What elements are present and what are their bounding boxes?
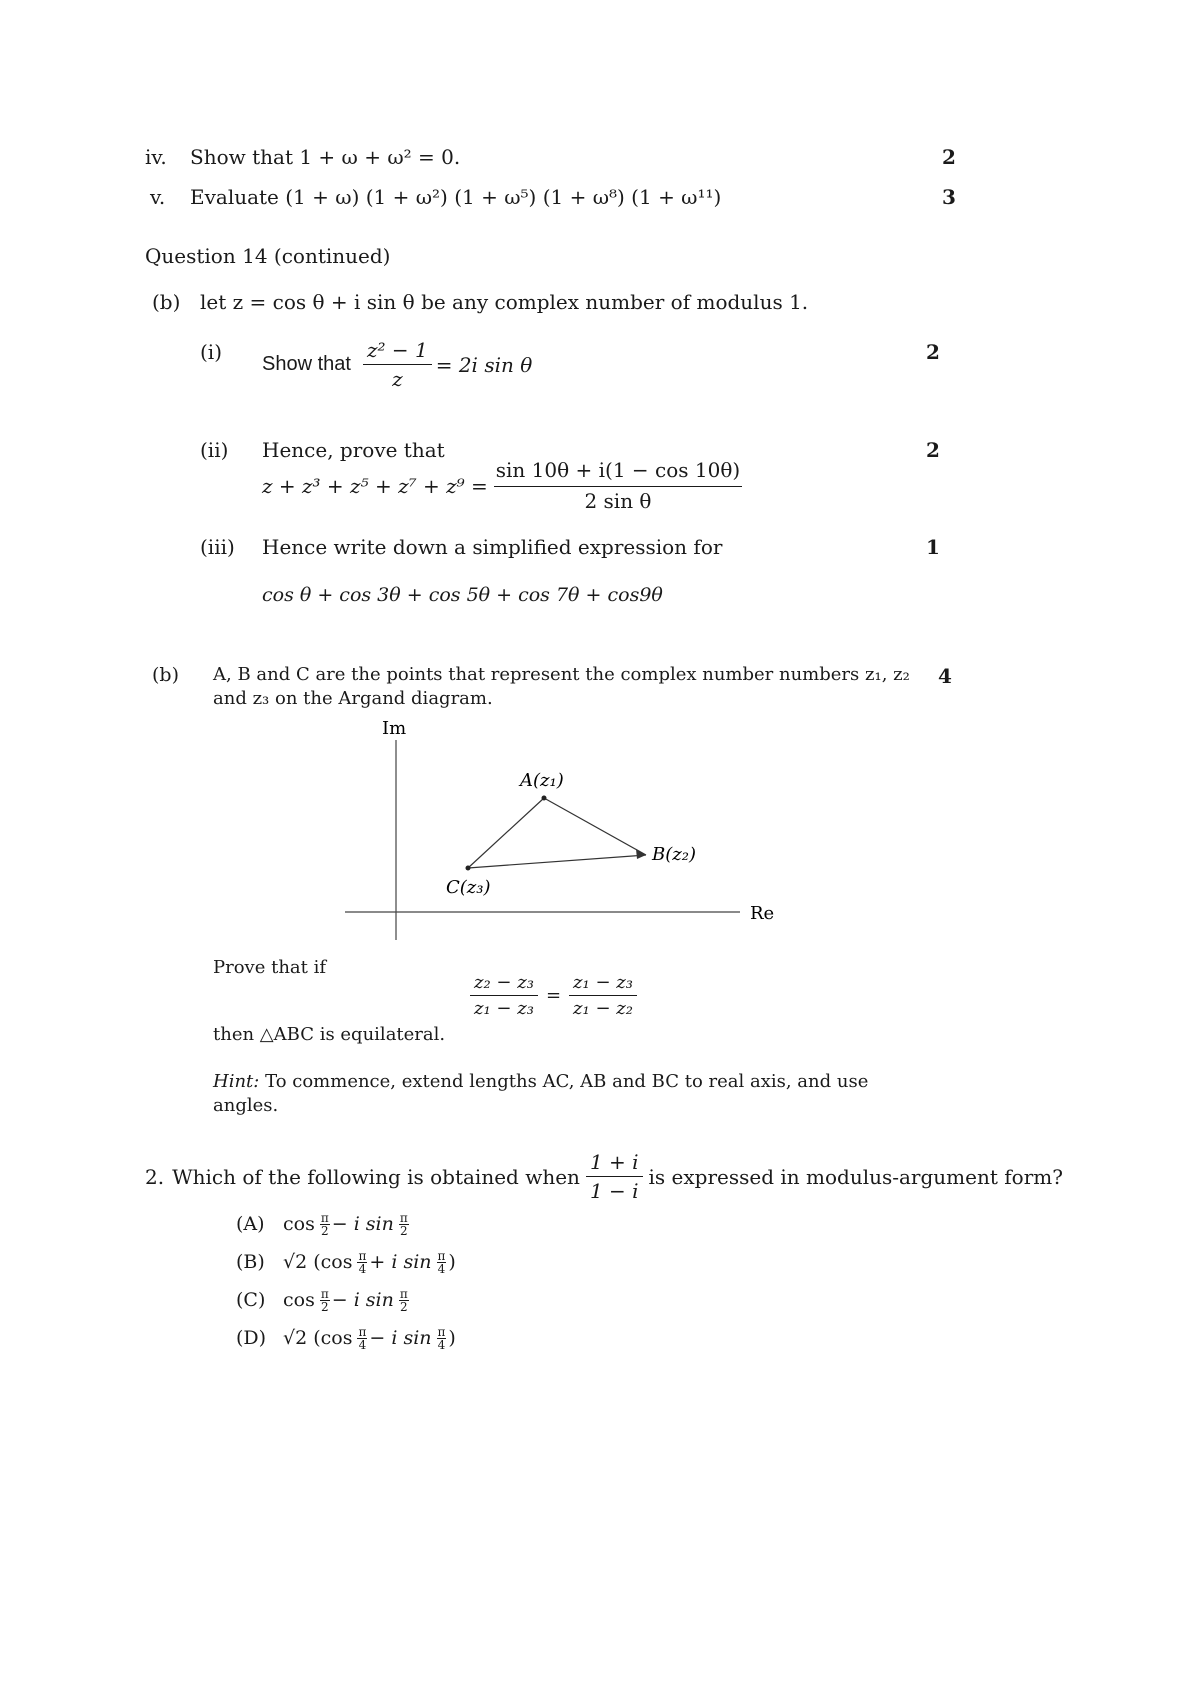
option-pre: cos [283, 1289, 315, 1311]
condition-equals: = [545, 985, 562, 1006]
item-v-marks: 3 [942, 185, 956, 209]
condition-rhs-den: z₁ − z₂ [573, 998, 633, 1019]
question-2-options [236, 1205, 459, 1357]
option-angle-fraction [320, 1288, 330, 1313]
re-label: Re [750, 903, 775, 924]
side-ca [468, 798, 544, 868]
question-heading: Question 14 (continued) [145, 244, 391, 268]
hint-line1 [213, 1071, 868, 1092]
option-mid: − i sin [331, 1213, 394, 1235]
part-i-fraction [363, 338, 432, 391]
option-angle-num: π [358, 1324, 367, 1339]
option-post: ) [448, 1327, 456, 1349]
point-c-label: C(z₃) [446, 877, 491, 898]
option-angle-num: π [358, 1248, 367, 1263]
point-b-label: B(z₂) [652, 844, 696, 865]
question-2 [145, 1150, 1063, 1203]
option-angle-den: 4 [358, 1261, 367, 1276]
option-label: (C) [236, 1289, 266, 1311]
point-c [466, 866, 471, 871]
part-b1-stem: let z = cos θ + i sin θ be any complex number of modulus 1. [200, 290, 809, 314]
option-angle-den: 4 [358, 1337, 367, 1352]
option-angle-den: 2 [320, 1299, 329, 1314]
part-b2-stem-line1: A, B and C are the points that represent the complex number numbers z₁, z₂ [213, 664, 910, 685]
part-ii-lhs: z + z³ + z⁵ + z⁷ + z⁹ = [262, 473, 488, 498]
part-b2-label: (b) [152, 664, 179, 686]
option-mid: + i sin [369, 1251, 432, 1273]
option-post: ) [448, 1251, 456, 1273]
part-ii-line1: Hence, prove that [262, 438, 445, 462]
equilateral-condition [466, 972, 641, 1019]
part-ii-statement [262, 458, 746, 513]
part-iii-line1: Hence write down a simplified expression for [262, 535, 723, 559]
prove-text: Prove that if [213, 957, 327, 978]
option-b[interactable] [236, 1243, 459, 1281]
question-2-fraction [586, 1150, 643, 1203]
option-angle-fraction [357, 1250, 367, 1275]
part-b2-marks: 4 [938, 664, 952, 688]
option-angle-den: 2 [400, 1299, 408, 1314]
part-iii-marks: 1 [926, 535, 940, 559]
hint-label: Hint: [213, 1071, 260, 1092]
option-d[interactable] [236, 1319, 459, 1357]
option-angle-fraction [357, 1326, 367, 1351]
part-iii-label: (iii) [200, 535, 235, 559]
option-angle-den: 2 [400, 1223, 408, 1238]
hint-line2: angles. [213, 1095, 279, 1116]
option-pre: √2 (cos [283, 1327, 353, 1349]
option-angle-fraction [437, 1326, 447, 1351]
option-c[interactable] [236, 1281, 459, 1319]
option-mid: − i sin [369, 1327, 432, 1349]
condition-rhs [569, 972, 637, 1019]
part-i-numerator: z² − 1 [363, 338, 432, 365]
part-b2-stem-line2: and z₃ on the Argand diagram. [213, 688, 493, 709]
part-i-prefix: Show that [262, 353, 351, 375]
part-ii-numerator: sin 10θ + i(1 − cos 10θ) [494, 458, 742, 487]
option-angle-num: π [320, 1286, 329, 1301]
option-angle-num: π [320, 1210, 329, 1225]
option-angle-den: 4 [437, 1337, 446, 1352]
argand-diagram [330, 710, 810, 950]
part-ii-marks: 2 [926, 438, 940, 462]
option-label: (D) [236, 1327, 267, 1349]
part-i-marks: 2 [926, 340, 940, 364]
point-a-label: A(z₁) [520, 770, 564, 791]
option-angle-num: π [399, 1210, 408, 1225]
part-i-denominator: z [392, 367, 403, 391]
item-v-label: v. [150, 185, 166, 209]
question-2-before: Which of the following is obtained when [172, 1164, 580, 1189]
option-angle-num: π [437, 1248, 446, 1263]
part-i-rhs: = 2i sin θ [435, 352, 533, 377]
part-iii-expression: cos θ + cos 3θ + cos 5θ + cos 7θ + cos9θ [262, 584, 663, 606]
part-b1-label: (b) [152, 290, 181, 314]
item-iv-marks: 2 [942, 145, 956, 169]
part-i-statement [262, 338, 532, 391]
option-angle-fraction [437, 1250, 447, 1275]
part-ii-denominator: 2 sin θ [584, 489, 652, 513]
side-cb [468, 855, 646, 868]
point-a [542, 796, 547, 801]
option-angle-fraction [399, 1288, 409, 1313]
part-ii-fraction [494, 458, 742, 513]
option-angle-fraction [399, 1212, 409, 1237]
condition-rhs-num: z₁ − z₃ [569, 972, 637, 996]
item-v-text: Evaluate (1 + ω) (1 + ω²) (1 + ω⁵) (1 + ω⁸) (1 + ω¹¹) [190, 185, 722, 209]
question-2-frac-num: 1 + i [586, 1150, 643, 1177]
hint-text: To commence, extend lengths AC, AB and BC to real axis, and use [265, 1071, 869, 1092]
option-pre: cos [283, 1213, 315, 1235]
part-i-label: (i) [200, 340, 223, 364]
item-iv-label: iv. [145, 145, 167, 169]
condition-lhs-den: z₁ − z₃ [474, 998, 534, 1019]
im-label: Im [382, 718, 407, 739]
option-angle-num: π [437, 1324, 446, 1339]
question-2-frac-den: 1 − i [589, 1179, 639, 1203]
option-angle-num: π [399, 1286, 408, 1301]
side-ab [544, 798, 646, 855]
condition-lhs [470, 972, 538, 1019]
part-ii-label: (ii) [200, 438, 229, 462]
option-angle-den: 4 [437, 1261, 446, 1276]
option-mid: − i sin [331, 1289, 394, 1311]
question-2-number: 2. [145, 1164, 165, 1189]
option-label: (B) [236, 1251, 265, 1273]
option-label: (A) [236, 1213, 265, 1235]
option-a[interactable] [236, 1205, 459, 1243]
condition-lhs-num: z₂ − z₃ [470, 972, 538, 996]
option-pre: √2 (cos [283, 1251, 353, 1273]
option-angle-den: 2 [320, 1223, 329, 1238]
item-iv-text: Show that 1 + ω + ω² = 0. [190, 145, 461, 169]
question-2-after: is expressed in modulus-argument form? [648, 1164, 1063, 1189]
then-text: then △ABC is equilateral. [213, 1024, 446, 1045]
option-angle-fraction [320, 1212, 330, 1237]
